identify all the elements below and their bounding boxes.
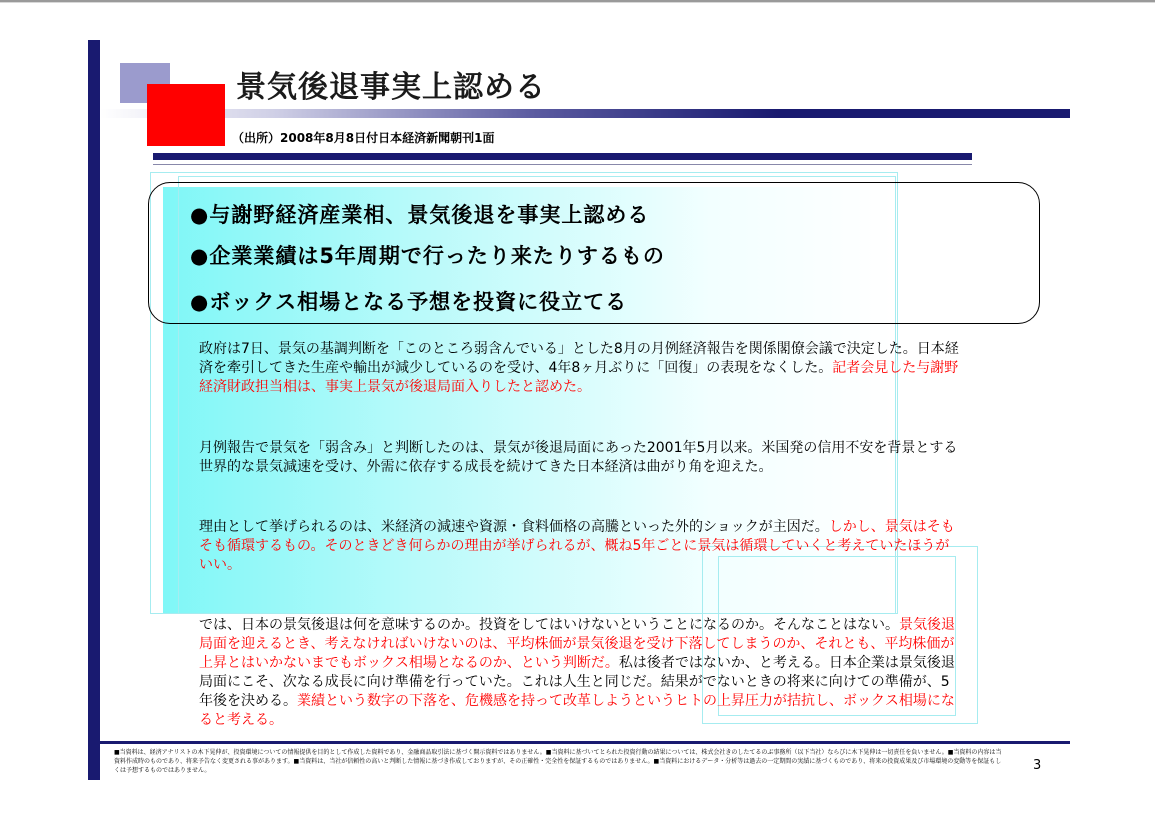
source-citation: （出所）2008年8月8日付日本経済新聞朝刊1面: [232, 131, 495, 145]
left-accent-bar: [88, 40, 100, 780]
disclaimer: ■当資料は、経済アナリストの木下晃伸が、投資環境についての情報提供を目的として作成した資料であり、金融商品取引法に基づく開示資料ではありません。■当資料に基づいてとられた投資行動の結果については、株式会社きのしたてるのぶ事務所（以下当社）ならびに木下晃伸は一切責任を負いません。■当資料の内容は当資料作成時のものであり、将来予告なく変更される事があります。■当資料は、当社が信頼性の高いと判断した情報に基づき作成しておりますが、その正確性・完全性を保証するものではありません。■当資料におけるデータ・分析等は過去の一定期間の実績に基づくものであり、将来の投資成果及び市場環境の変動等を保証もしくは予想するものではありません。: [114, 749, 1002, 774]
paragraph-text: 理由として挙げられるのは、米経済の減速や資源・食料価格の高騰といった外的ショックが主因だ。: [199, 519, 829, 535]
paragraph-4: [199, 616, 959, 730]
paragraph-highlight: しかし、景気はそもそも循環するもの。そのときどき何らかの理由が挙げられるが、概ね5年ごとに景気は循環していくと考えていたほうがいい。: [199, 519, 955, 573]
page-title: 景気後退事実上認める: [236, 70, 546, 105]
paragraph-2: [199, 439, 959, 477]
title-gradient-bar: [100, 109, 1070, 118]
paragraph-1: [199, 340, 959, 397]
paragraph-3: [199, 518, 959, 575]
paragraph-text: 月例報告で景気を「弱含み」と判断したのは、景気が後退局面にあった2001年5月以来。米国発の信用不安を背景とする世界的な景気減速を受け、外需に依存する成長を続けてきた日本経済は曲がり角を迎えた。: [199, 440, 958, 475]
headline-1: ●与謝野経済産業相、景気後退を事実上認める: [190, 203, 650, 227]
headline-3: ●ボックス相場となる予想を投資に役立てる: [190, 290, 628, 314]
top-rule-shadow: [0, 2, 1155, 3]
paragraph-highlight: 景気後退局面を迎えるとき、考えなければいけないのは、平均株価が景気後退を受け下落してしまうのか、それとも、平均株価が上昇とはいかないまでもボックス相場となるのか、という判断だ。: [199, 617, 955, 671]
paragraph-highlight: 記者会見した与謝野経済財政担当相は、事実上景気が後退局面入りしたと認めた。: [199, 360, 959, 395]
paragraph-text: 政府は7日、景気の基調判断を「このところ弱含んでいる」とした8月の月例経済報告を関係閣僚会議で決定した。日本経済を牽引してきた生産や輸出が減少しているのを受け、4年8ヶ月ぶりに「回復」の表現をなくした。: [199, 341, 959, 376]
header-rule-thin: [153, 164, 972, 165]
headline-2: ●企業業績は5年周期で行ったり来たりするもの: [190, 244, 665, 268]
header-rule: [153, 153, 972, 160]
paragraph-highlight: 業績という数字の下落を、危機感を持って改革しようというヒトの上昇圧力が拮抗し、ボックス相場になると考える。: [199, 693, 955, 728]
page-number: 3: [1033, 758, 1042, 773]
paragraph-text: では、日本の景気後退は何を意味するのか。投資をしてはいけないということになるのか。そんなことはない。: [199, 617, 899, 633]
paragraph-text: 私は後者ではないか、と考える。日本企業は景気後退局面にこそ、次なる成長に向け準備を行っていた。これは人生と同じだ。結果がでないときの将来に向けての準備が、5年後を決める。: [199, 655, 955, 709]
footer-rule: [100, 741, 1070, 744]
red-square: [147, 84, 225, 146]
